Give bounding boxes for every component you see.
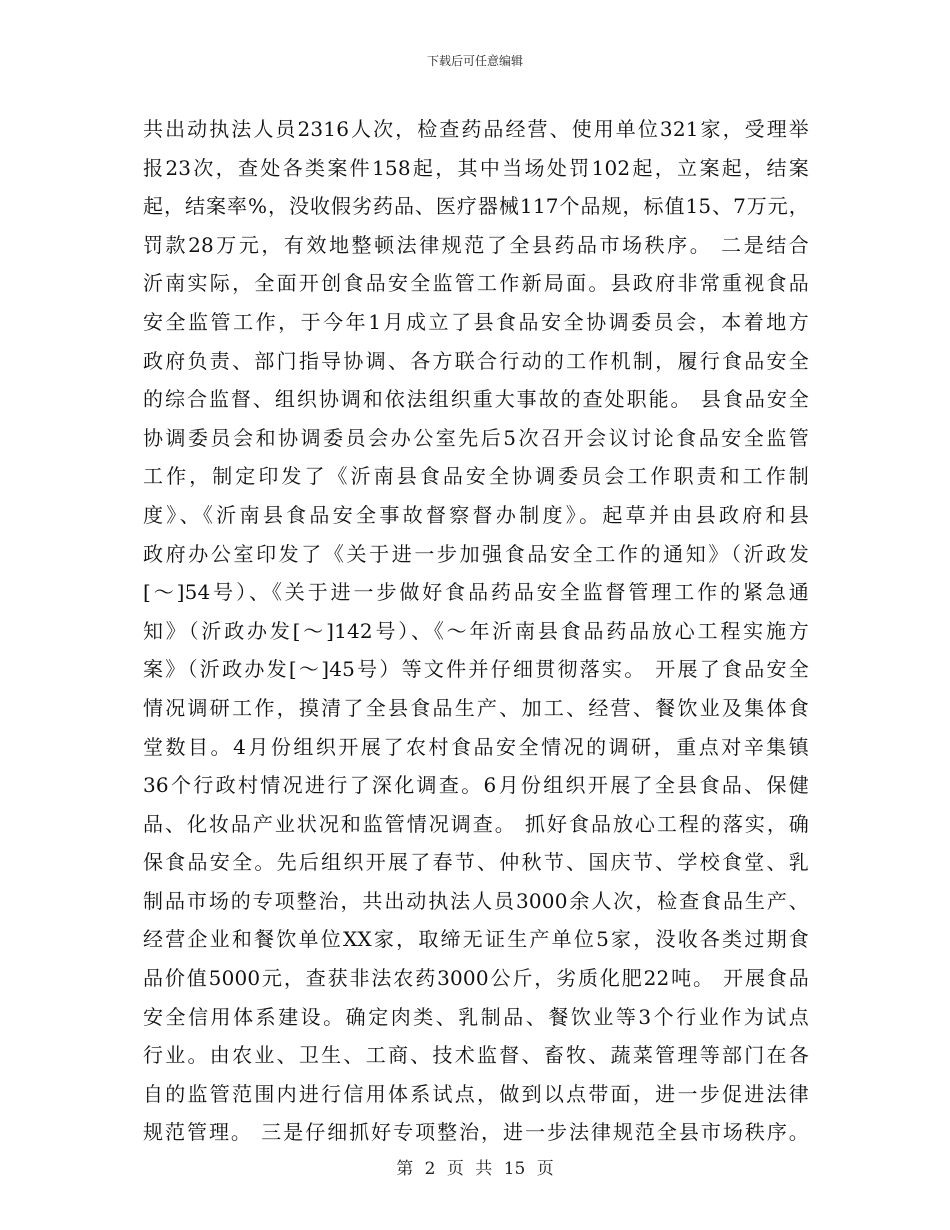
text-line: 案》（沂政办发[～]45号）等文件并仔细贯彻落实。 开展了食品安全 — [143, 657, 809, 682]
text-line: 36个行政村情况进行了深化调查。6月份组织开展了全县食品、保健 — [143, 773, 809, 798]
text-line: 政府办公室印发了《关于进一步加强食品安全工作的通知》（沂政发 — [143, 541, 809, 566]
text-line: 行业。由农业、卫生、工商、技术监督、畜牧、蔬菜管理等部门在各 — [143, 1043, 809, 1068]
text-line: 协调委员会和协调委员会办公室先后5次召开会议讨论食品安全监管 — [143, 425, 809, 450]
text-line: 品价值5000元，查获非法农药3000公斤，劣质化肥22吨。 开展食品 — [143, 966, 809, 991]
text-line: 保食品安全。先后组织开展了春节、仲秋节、国庆节、学校食堂、乳 — [143, 850, 809, 875]
text-line: [～]54号）、《关于进一步做好食品药品安全监督管理工作的紧急通 — [143, 580, 809, 605]
page-header: 下载后可任意编辑 — [426, 54, 523, 68]
text-line: 度》、《沂南县食品安全事故督察督办制度》。起草并由县政府和县 — [143, 502, 809, 527]
text-line: 沂南实际，全面开创食品安全监管工作新局面。县政府非常重视食品 — [143, 271, 809, 296]
text-line: 安全监管工作，于今年1月成立了县食品安全协调委员会，本着地方 — [143, 309, 809, 334]
text-line: 政府负责、部门指导协调、各方联合行动的工作机制，履行食品安全 — [143, 348, 809, 373]
text-line: 罚款28万元，有效地整顿法律规范了全县药品市场秩序。 二是结合 — [143, 232, 809, 257]
text-line: 工作，制定印发了《沂南县食品安全协调委员会工作职责和工作制 — [143, 464, 809, 489]
text-line: 规范管理。 三是仔细抓好专项整治，进一步法律规范全县市场秩序。 — [143, 1120, 809, 1145]
text-line: 共出动执法人员2316人次，检查药品经营、使用单位321家，受理举 — [143, 117, 809, 141]
text-line: 的综合监督、组织协调和依法组织重大事故的查处职能。 县食品安全 — [143, 387, 809, 412]
text-line: 自的监管范围内进行信用体系试点，做到以点带面，进一步促进法律 — [143, 1081, 809, 1106]
page-number: 第 2 页 共 15 页 — [396, 1159, 554, 1179]
text-line: 报23次，查处各类案件158起，其中当场处罚102起，立案起，结案 — [143, 155, 809, 180]
text-line: 制品市场的专项整治，共出动执法人员3000余人次，检查食品生产、 — [143, 888, 809, 913]
text-line: 起，结案率%，没收假劣药品、医疗器械117个品规，标值15、7万元， — [143, 194, 809, 219]
text-line: 安全信用体系建设。确定肉类、乳制品、餐饮业等3个行业作为试点 — [143, 1004, 809, 1029]
text-line: 情况调研工作，摸清了全县食品生产、加工、经营、餐饮业及集体食 — [143, 695, 809, 720]
text-line: 知》（沂政办发[～]142号）、《～年沂南县食品药品放心工程实施方 — [143, 618, 809, 643]
document-body — [143, 110, 809, 1152]
text-line: 经营企业和餐饮单位XX家，取缔无证生产单位5家，没收各类过期食 — [143, 927, 809, 952]
text-line: 堂数目。4月份组织开展了农村食品安全情况的调研，重点对辛集镇 — [143, 734, 809, 759]
text-line: 品、化妆品产业状况和监管情况调查。 抓好食品放心工程的落实，确 — [143, 811, 809, 836]
